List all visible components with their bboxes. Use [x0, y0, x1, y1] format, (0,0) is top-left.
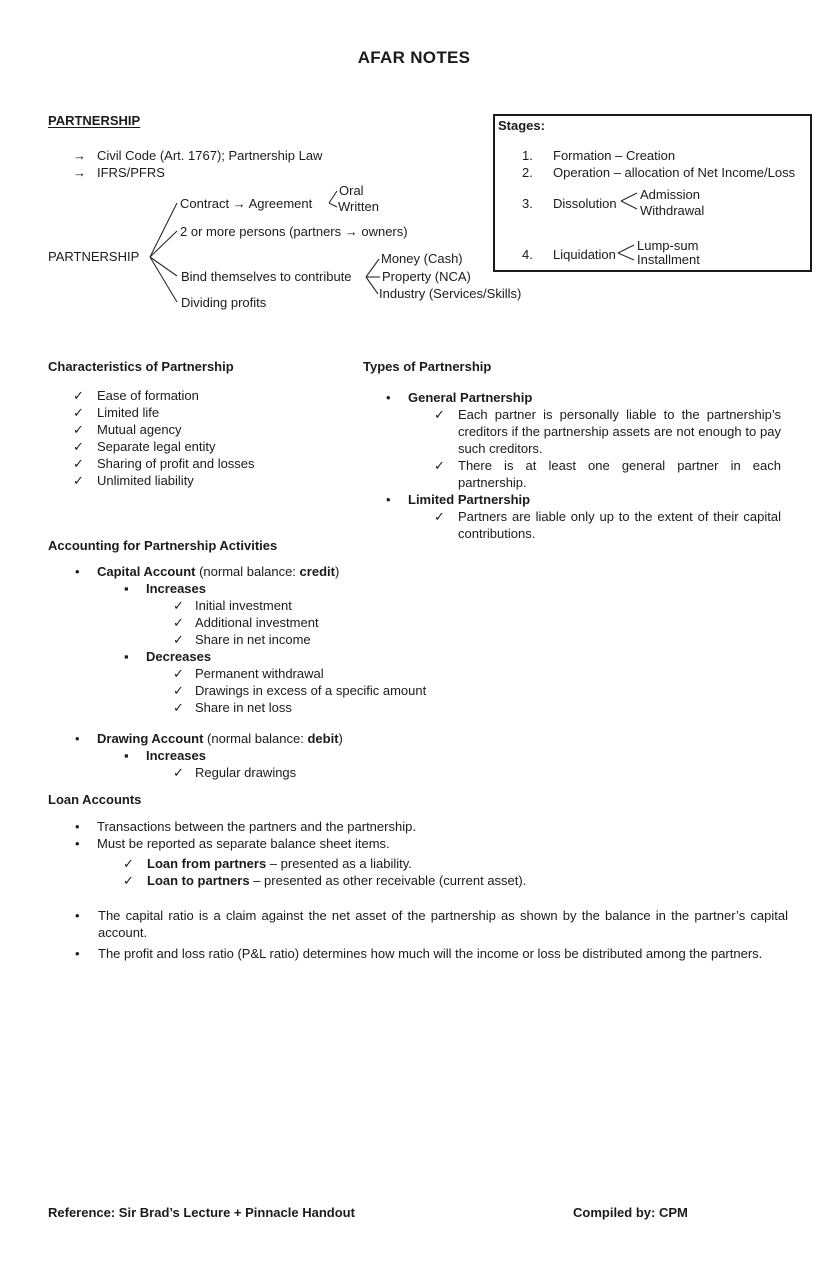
- bullet-icon: •: [75, 946, 80, 961]
- balance-prefix: (normal balance:: [203, 731, 308, 746]
- check-item: [48, 682, 793, 699]
- partnership-heading: PARTNERSHIP: [48, 113, 141, 128]
- reference-item: [73, 147, 322, 164]
- tree-leaf-money: Money (Cash): [381, 251, 463, 266]
- check-icon: ✓: [173, 700, 184, 715]
- check-icon: ✓: [173, 632, 184, 647]
- check-item: [48, 699, 793, 716]
- check-icon: ✓: [73, 422, 84, 437]
- bullet-icon: •: [386, 492, 391, 507]
- check-item: [48, 597, 793, 614]
- check-item-text: Separate legal entity: [97, 439, 216, 454]
- check-item-text: Share in net loss: [195, 700, 292, 715]
- balance-value: credit: [299, 564, 335, 579]
- characteristics-section: [48, 358, 348, 489]
- check-icon: ✓: [173, 598, 184, 613]
- increases-row: [48, 747, 793, 764]
- stage-option-lumpsum: Lump-sum: [637, 238, 699, 253]
- stage-label-dissolution: Dissolution: [553, 196, 617, 211]
- types-heading: Types of Partnership: [363, 359, 492, 374]
- type-point-text: Partners are liable only up to the extent of their capital contributions.: [458, 509, 781, 541]
- subsection-label: Increases: [146, 581, 206, 596]
- reference-text: IFRS/PFRS: [97, 165, 165, 180]
- check-icon: ✓: [73, 439, 84, 454]
- arrow-icon: →: [73, 165, 86, 180]
- balance-suffix: ): [338, 731, 343, 746]
- check-icon: ✓: [434, 509, 445, 524]
- check-item-text: Regular drawings: [195, 765, 297, 780]
- check-item: [48, 438, 348, 455]
- check-item: [48, 421, 348, 438]
- tree-branch-profits: Dividing profits: [181, 295, 267, 310]
- drawing-account-row: [48, 730, 793, 747]
- type-name: General Partnership: [408, 390, 533, 405]
- stage-option-admission: Admission: [640, 187, 700, 202]
- check-item-text: Mutual agency: [97, 422, 182, 437]
- check-item-text: Limited life: [97, 405, 160, 420]
- loan-bullet: [48, 818, 793, 835]
- loan-bullet-text: Must be reported as separate balance sheet items.: [97, 836, 390, 851]
- square-bullet-icon: ▪: [124, 581, 129, 596]
- type-group-general: [363, 389, 793, 406]
- check-item: [48, 387, 348, 404]
- check-item-text: Additional investment: [195, 615, 319, 630]
- check-icon: ✓: [173, 683, 184, 698]
- balance-suffix: ): [334, 564, 340, 579]
- type-point: [363, 457, 793, 491]
- loan-term: Loan from partners: [147, 856, 267, 871]
- accounting-section: [48, 537, 793, 962]
- stage-number: 4.: [522, 247, 533, 262]
- type-group-limited: [363, 491, 793, 508]
- stage-option-installment: Installment: [637, 252, 700, 267]
- check-item: [48, 455, 348, 472]
- bullet-icon: •: [75, 908, 80, 923]
- stage-option-withdrawal: Withdrawal: [640, 203, 705, 218]
- loan-bullet: [48, 835, 793, 852]
- check-icon: ✓: [173, 666, 184, 681]
- stage-number: 3.: [522, 196, 533, 211]
- accounting-heading: Accounting for Partnership Activities: [48, 538, 278, 553]
- bullet-icon: •: [75, 819, 80, 834]
- check-item-text: Drawings in excess of a specific amount: [195, 683, 427, 698]
- check-item-text: Sharing of profit and losses: [97, 456, 255, 471]
- tree-branch-persons: 2 or more persons (partners → owners): [180, 224, 408, 239]
- type-point-text: Each partner is personally liable to the partnership’s creditors if the partnership assets are not enough to pay such creditors.: [458, 407, 781, 456]
- footer-compiled-by: Compiled by: CPM: [573, 1205, 688, 1220]
- balance-prefix: (normal balance:: [195, 564, 300, 579]
- tree-leaf-oral: Oral: [339, 183, 364, 198]
- check-item: [48, 472, 348, 489]
- tree-root-label: PARTNERSHIP: [48, 249, 140, 264]
- check-icon: ✓: [73, 405, 84, 420]
- bullet-icon: •: [75, 731, 80, 746]
- subsection-label: Decreases: [146, 649, 212, 664]
- note-text: The profit and loss ratio (P&L ratio) determines how much will the income or loss be distributed among the partners.: [98, 946, 763, 961]
- stages-heading: Stages:: [498, 118, 545, 133]
- check-item: [48, 764, 793, 781]
- loan-accounts-heading: Loan Accounts: [48, 792, 142, 807]
- check-icon: ✓: [123, 873, 134, 888]
- stage-label-liquidation: Liquidation: [553, 247, 616, 262]
- capital-account-row: [48, 563, 793, 580]
- note-text: The capital ratio is a claim against the net asset of the partnership as shown by the balance in the partner’s capital account.: [98, 908, 788, 940]
- stage-number: 2.: [522, 165, 533, 180]
- bullet-icon: •: [386, 390, 391, 405]
- stage-number: 1.: [522, 148, 533, 163]
- check-icon: ✓: [73, 388, 84, 403]
- square-bullet-icon: ▪: [124, 748, 129, 763]
- loan-check-item: [48, 855, 793, 872]
- check-item: [48, 665, 793, 682]
- tree-leaf-industry: Industry (Services/Skills): [379, 286, 522, 301]
- balance-value: debit: [307, 731, 339, 746]
- stage-label-formation: Formation – Creation: [553, 148, 676, 163]
- increases-row: [48, 580, 793, 597]
- bullet-icon: •: [75, 836, 80, 851]
- check-item-text: Initial investment: [195, 598, 292, 613]
- decreases-row: [48, 648, 793, 665]
- reference-text: Civil Code (Art. 1767); Partnership Law: [97, 148, 323, 163]
- loan-check-item: [48, 872, 793, 889]
- check-icon: ✓: [173, 765, 184, 780]
- type-name: Limited Partnership: [408, 492, 531, 507]
- note-bullet: [48, 945, 793, 962]
- check-item: [48, 614, 793, 631]
- tree-leaf-property: Property (NCA): [382, 269, 471, 284]
- check-item-text: Unlimited liability: [97, 473, 194, 488]
- tree-branch-contribute: Bind themselves to contribute: [181, 269, 352, 284]
- loan-bullet-text: Transactions between the partners and the partnership.: [97, 819, 416, 834]
- check-icon: ✓: [434, 407, 445, 422]
- check-icon: ✓: [434, 458, 445, 473]
- type-point: [363, 406, 793, 457]
- stage-label-operation: Operation – allocation of Net Income/Loss: [553, 165, 796, 180]
- account-name: Drawing Account: [97, 731, 204, 746]
- check-icon: ✓: [123, 856, 134, 871]
- check-item-text: Permanent withdrawal: [195, 666, 324, 681]
- check-item-text: Share in net income: [195, 632, 311, 647]
- tree-leaf-written: Written: [338, 199, 379, 214]
- loan-term: Loan to partners: [147, 873, 250, 888]
- tree-branch-contract: Contract → Agreement: [180, 196, 313, 211]
- note-bullet: [48, 907, 793, 941]
- account-name: Capital Account: [97, 564, 196, 579]
- types-section: [363, 358, 793, 542]
- check-item: [48, 404, 348, 421]
- subsection-label: Increases: [146, 748, 206, 763]
- loan-definition: – presented as other receivable (current asset).: [249, 873, 527, 888]
- check-icon: ✓: [73, 473, 84, 488]
- bullet-icon: •: [75, 564, 80, 579]
- footer-reference: Reference: Sir Brad’s Lecture + Pinnacle Handout: [48, 1205, 355, 1220]
- check-item: [48, 631, 793, 648]
- type-point-text: There is at least one general partner in each partnership.: [458, 458, 781, 490]
- characteristics-heading: Characteristics of Partnership: [48, 359, 234, 374]
- loan-definition: – presented as a liability.: [266, 856, 412, 871]
- page-title: AFAR NOTES: [357, 48, 471, 67]
- check-item-text: Ease of formation: [97, 388, 199, 403]
- check-icon: ✓: [73, 456, 84, 471]
- square-bullet-icon: ▪: [124, 649, 129, 664]
- check-icon: ✓: [173, 615, 184, 630]
- arrow-icon: →: [73, 148, 86, 163]
- reference-item: [73, 164, 165, 181]
